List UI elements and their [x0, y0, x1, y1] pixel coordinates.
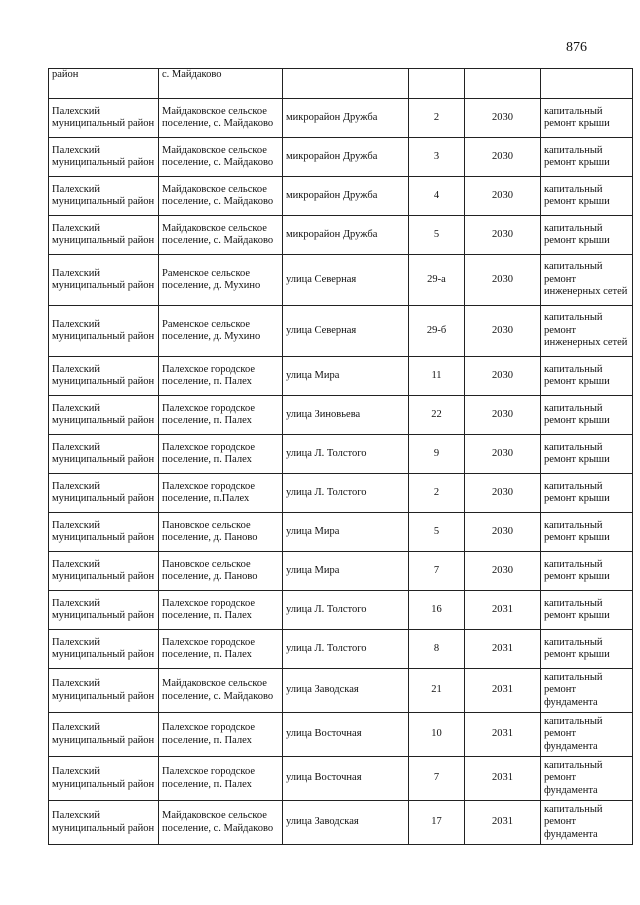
cell-street: улица Северная [283, 255, 409, 306]
cell-district: Палехский муниципальный район [49, 99, 159, 138]
housing-repair-table [48, 68, 633, 845]
cell-district: район [49, 69, 159, 99]
cell-settlement: Майдаковское сельское поселение, с. Майдаково [159, 177, 283, 216]
cell-work: капитальный ремонт фундамента [541, 757, 633, 801]
table-row [49, 513, 633, 552]
cell-house: 7 [409, 552, 465, 591]
cell-street: улица Восточная [283, 757, 409, 801]
cell-work: капитальный ремонт крыши [541, 474, 633, 513]
cell-settlement: Палехское городское поселение, п. Палех [159, 713, 283, 757]
cell-settlement: Палехское городское поселение, п. Палех [159, 630, 283, 669]
cell-settlement: Майдаковское сельское поселение, с. Майдаково [159, 216, 283, 255]
table-row [49, 138, 633, 177]
cell-year: 2031 [465, 630, 541, 669]
cell-house: 7 [409, 757, 465, 801]
cell-work: капитальный ремонт крыши [541, 630, 633, 669]
cell-settlement: Палехское городское поселение, п. Палех [159, 591, 283, 630]
cell-work: капитальный ремонт крыши [541, 396, 633, 435]
table-row [49, 630, 633, 669]
cell-settlement: Палехское городское поселение, п. Палех [159, 357, 283, 396]
cell-year: 2030 [465, 552, 541, 591]
table-row [49, 435, 633, 474]
cell-house: 2 [409, 99, 465, 138]
cell-work: капитальный ремонт крыши [541, 591, 633, 630]
cell-street: улица Заводская [283, 801, 409, 845]
cell-settlement: Раменское сельское поселение, д. Мухино [159, 255, 283, 306]
cell-settlement: Палехское городское поселение, п. Палех [159, 435, 283, 474]
cell-street: улица Л. Толстого [283, 474, 409, 513]
cell-street: улица Л. Толстого [283, 591, 409, 630]
cell-year: 2030 [465, 216, 541, 255]
cell-district: Палехский муниципальный район [49, 396, 159, 435]
table-row [49, 99, 633, 138]
cell-street: улица Л. Толстого [283, 435, 409, 474]
cell-house: 22 [409, 396, 465, 435]
table-row [49, 474, 633, 513]
cell-street: улица Мира [283, 357, 409, 396]
cell-street: улица Мира [283, 552, 409, 591]
cell-house: 21 [409, 669, 465, 713]
cell-work [541, 69, 633, 99]
cell-settlement: Майдаковское сельское поселение, с. Майдаково [159, 669, 283, 713]
cell-street: микрорайон Дружба [283, 99, 409, 138]
cell-house: 16 [409, 591, 465, 630]
cell-house: 10 [409, 713, 465, 757]
cell-work: капитальный ремонт крыши [541, 216, 633, 255]
cell-street: улица Зиновьева [283, 396, 409, 435]
table-row [49, 552, 633, 591]
cell-house: 11 [409, 357, 465, 396]
table-row [49, 801, 633, 845]
cell-district: Палехский муниципальный район [49, 669, 159, 713]
cell-settlement: Майдаковское сельское поселение, с. Майдаково [159, 99, 283, 138]
cell-district: Палехский муниципальный район [49, 513, 159, 552]
cell-year: 2031 [465, 669, 541, 713]
cell-street: микрорайон Дружба [283, 177, 409, 216]
cell-district: Палехский муниципальный район [49, 435, 159, 474]
table-row [49, 306, 633, 357]
cell-house: 5 [409, 513, 465, 552]
cell-settlement: Палехское городское поселение, п.Палех [159, 474, 283, 513]
cell-house: 2 [409, 474, 465, 513]
cell-house: 3 [409, 138, 465, 177]
cell-district: Палехский муниципальный район [49, 474, 159, 513]
cell-year: 2031 [465, 757, 541, 801]
cell-settlement: Раменское сельское поселение, д. Мухино [159, 306, 283, 357]
cell-work: капитальный ремонт фундамента [541, 669, 633, 713]
cell-street [283, 69, 409, 99]
cell-street: микрорайон Дружба [283, 138, 409, 177]
cell-year: 2030 [465, 255, 541, 306]
table-row [49, 669, 633, 713]
cell-district: Палехский муниципальный район [49, 801, 159, 845]
cell-work: капитальный ремонт крыши [541, 513, 633, 552]
table-row [49, 216, 633, 255]
cell-district: Палехский муниципальный район [49, 306, 159, 357]
table-row [49, 255, 633, 306]
cell-work: капитальный ремонт крыши [541, 138, 633, 177]
cell-district: Палехский муниципальный район [49, 591, 159, 630]
cell-house: 17 [409, 801, 465, 845]
cell-year: 2031 [465, 801, 541, 845]
cell-settlement: Майдаковское сельское поселение, с. Майдаково [159, 138, 283, 177]
cell-street: микрорайон Дружба [283, 216, 409, 255]
cell-district: Палехский муниципальный район [49, 255, 159, 306]
cell-work: капитальный ремонт инженерных сетей [541, 255, 633, 306]
page-number: 876 [566, 40, 587, 55]
table-row [49, 177, 633, 216]
cell-year: 2030 [465, 306, 541, 357]
table-row [49, 396, 633, 435]
cell-work: капитальный ремонт крыши [541, 99, 633, 138]
cell-street: улица Мира [283, 513, 409, 552]
cell-year: 2031 [465, 713, 541, 757]
table-row-continuation [49, 69, 633, 99]
cell-street: улица Заводская [283, 669, 409, 713]
table-row [49, 757, 633, 801]
cell-house: 8 [409, 630, 465, 669]
cell-work: капитальный ремонт крыши [541, 435, 633, 474]
cell-district: Палехский муниципальный район [49, 177, 159, 216]
cell-street: улица Восточная [283, 713, 409, 757]
cell-district: Палехский муниципальный район [49, 138, 159, 177]
cell-settlement: Палехское городское поселение, п. Палех [159, 396, 283, 435]
cell-work: капитальный ремонт фундамента [541, 713, 633, 757]
cell-work: капитальный ремонт крыши [541, 177, 633, 216]
cell-settlement: с. Майдаково [159, 69, 283, 99]
cell-settlement: Майдаковское сельское поселение, с. Майдаково [159, 801, 283, 845]
cell-house: 29-б [409, 306, 465, 357]
cell-year: 2030 [465, 435, 541, 474]
cell-year: 2030 [465, 474, 541, 513]
cell-settlement: Пановское сельское поселение, д. Паново [159, 513, 283, 552]
cell-year: 2030 [465, 357, 541, 396]
cell-house: 5 [409, 216, 465, 255]
table-row [49, 591, 633, 630]
cell-year [465, 69, 541, 99]
cell-work: капитальный ремонт крыши [541, 552, 633, 591]
cell-district: Палехский муниципальный район [49, 713, 159, 757]
table-row [49, 713, 633, 757]
cell-settlement: Пановское сельское поселение, д. Паново [159, 552, 283, 591]
cell-work: капитальный ремонт крыши [541, 357, 633, 396]
cell-settlement: Палехское городское поселение, п. Палех [159, 757, 283, 801]
cell-district: Палехский муниципальный район [49, 630, 159, 669]
cell-district: Палехский муниципальный район [49, 357, 159, 396]
cell-year: 2031 [465, 591, 541, 630]
cell-year: 2030 [465, 396, 541, 435]
cell-year: 2030 [465, 177, 541, 216]
cell-work: капитальный ремонт фундамента [541, 801, 633, 845]
cell-work: капитальный ремонт инженерных сетей [541, 306, 633, 357]
cell-house: 9 [409, 435, 465, 474]
cell-house: 29-а [409, 255, 465, 306]
cell-district: Палехский муниципальный район [49, 757, 159, 801]
cell-district: Палехский муниципальный район [49, 552, 159, 591]
cell-street: улица Л. Толстого [283, 630, 409, 669]
cell-year: 2030 [465, 99, 541, 138]
cell-street: улица Северная [283, 306, 409, 357]
cell-house [409, 69, 465, 99]
cell-year: 2030 [465, 513, 541, 552]
table-row [49, 357, 633, 396]
cell-district: Палехский муниципальный район [49, 216, 159, 255]
cell-year: 2030 [465, 138, 541, 177]
cell-house: 4 [409, 177, 465, 216]
